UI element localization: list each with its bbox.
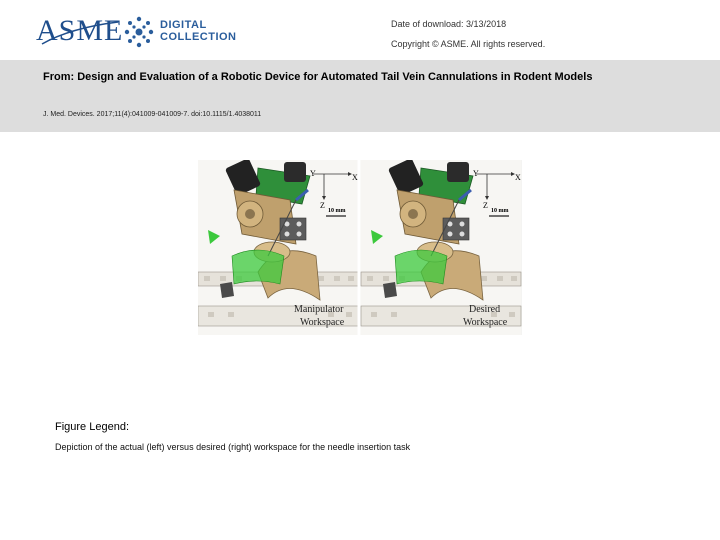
digital-collection-line1: DIGITAL [160,19,207,31]
figure-legend-text: Depiction of the actual (left) versus desired (right) workspace for the needle insertion task [55,442,411,452]
digital-collection-emblem-icon [124,16,154,48]
article-citation: J. Med. Devices. 2017;11(4):041009-041009-7. doi:10.1115/1.4038011 [43,111,262,118]
asme-digital-collection-logo [36,12,246,52]
left-label-line2: Workspace [300,317,345,328]
right-axis-x: X [515,173,521,182]
left-scale-label: 10 mm [328,208,346,214]
copyright-notice: Copyright © ASME. All rights reserved. [391,39,546,49]
right-scale-label: 10 mm [491,208,509,214]
download-info [391,14,545,54]
right-axis-y: Y [473,169,479,178]
figure-illustration [198,160,522,335]
article-header-band [0,60,720,132]
figure-image [198,160,522,335]
left-panel [198,160,358,335]
left-axis-x: X [352,173,358,182]
digital-collection-text [160,19,237,43]
right-panel [361,160,521,335]
left-axis-y: Y [310,169,316,178]
right-label-line2: Workspace [463,317,508,328]
asme-logo-text: ASME [36,14,124,47]
right-label-line1: Desired [469,304,501,315]
article-title: From: Design and Evaluation of a Robotic Device for Automated Tail Vein Cannulations in Rodent Models [43,71,593,83]
download-date: Date of download: 3/13/2018 [391,19,507,29]
figure-legend-label: Figure Legend: [55,421,129,433]
left-label-line1: Manipulator [294,304,344,315]
left-axis-z: Z [320,201,325,210]
digital-collection-line2: COLLECTION [160,31,237,43]
right-axis-z: Z [483,201,488,210]
